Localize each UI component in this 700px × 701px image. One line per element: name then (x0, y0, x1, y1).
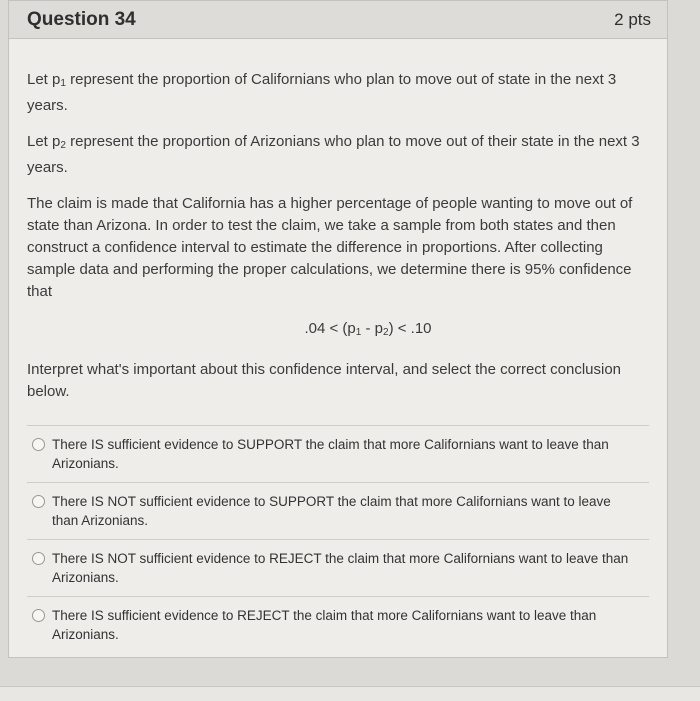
answer-label: There IS NOT sufficient evidence to REJECT the claim that more Californians want to leave than Arizonians. (52, 551, 629, 585)
question-header (9, 1, 667, 39)
question-points: 2 pts (614, 9, 651, 29)
answer-option-1[interactable] (27, 425, 649, 482)
stem-paragraph-instruction: Interpret what's important about this confidence interval, and select the correct conclusion below. (27, 361, 622, 400)
answer-option-3[interactable] (27, 539, 649, 596)
confidence-interval-formula: $.04 < (p_1 - p_2) < .10$ (304, 320, 432, 338)
stem-paragraph-p1: Let $p_1$ represent the proportion of Californians who plan to move out of state in the next 3 years. (27, 71, 617, 114)
answer-label: There IS sufficient evidence to SUPPORT the claim that more Californians want to leave than Arizonians. (52, 437, 609, 471)
stem-paragraph-p2: Let $p_2$ represent the proportion of Arizonians who plan to move out of their state in the next 3 years. (27, 133, 640, 176)
answer-option-2[interactable] (27, 482, 649, 539)
radio-button[interactable] (32, 438, 45, 451)
question-title: Question 34 (27, 8, 136, 30)
next-question-edge (0, 686, 700, 701)
question-card (8, 0, 668, 658)
radio-button[interactable] (32, 495, 45, 508)
question-body (9, 39, 667, 653)
answer-option-4[interactable] (27, 596, 649, 653)
answer-list (27, 425, 649, 653)
radio-button[interactable] (32, 609, 45, 622)
answer-label: There IS sufficient evidence to REJECT the claim that more Californians want to leave than Arizonians. (52, 608, 597, 642)
radio-button[interactable] (32, 552, 45, 565)
answer-label: There IS NOT sufficient evidence to SUPPORT the claim that more Californians want to leave than Arizonians. (52, 494, 611, 528)
stem-paragraph-claim: The claim is made that California has a higher percentage of people wanting to move out of state than Arizona. In order to test the claim, we take a sample from both states and then construct a confidence interval to estimate the difference in proportions. After collecting sample data and performing the proper calculations, we determine there is 95% confidence that (27, 195, 633, 300)
